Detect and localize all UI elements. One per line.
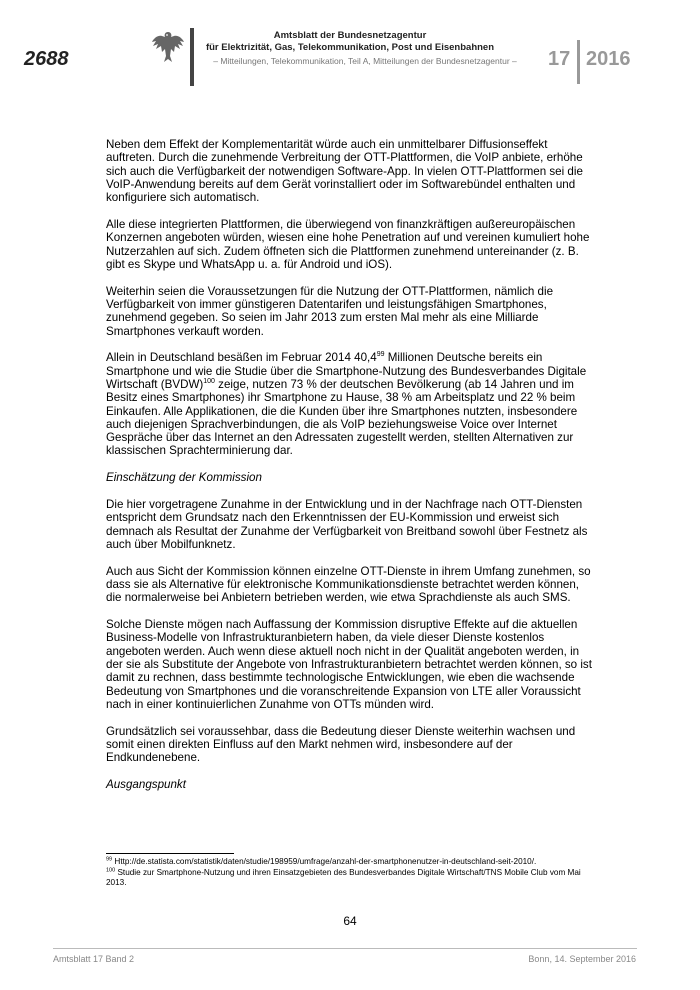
- journal-page-number: 2688: [24, 48, 69, 70]
- section-heading: Einschätzung der Kommission: [106, 471, 262, 485]
- paragraph: Alle diese integrierten Plattformen, die überwiegend von finanzkräftigen außereuropäischen Konzernen angeboten würden, wiesen eine hohe Penetration auf und vereinen kumuliert hohe Nutzerzahlen auf sich. Zudem öffneten sich die Plattformen zunehmend untereinander (z. B. gibt es Skype und WhatsApp u. a. für Android und iOS).: [106, 217, 590, 271]
- footnote-ref-99[interactable]: 99: [376, 351, 385, 359]
- header-divider: [190, 28, 194, 86]
- text-run: zeige, nutzen 73 % der deutschen Bevölkerung (ab 14 Jahren und im Besitz eines Smartphones) ihr Smartphone zu Hause, 38 % am Arbeitsplatz und 22 % beim Einkaufen. Alle Applikationen, die die Kunden über ihre Smartphones nutzten, insbesondere auch diejenigen Sprachverbindungen, die als VoIP beziehungsweise Voice over Internet Gespräche über das Internet an den Adressaten zugestellt werden, stellten Alternativen zur klassischen Sprachterminierung dar.: [106, 377, 578, 458]
- footer-divider: [53, 948, 637, 949]
- paragraph: Die hier vorgetragene Zunahme in der Entwicklung und in der Nachfrage nach OTT-Diensten entspricht dem Grundsatz nach den Erkenntnissen der EU-Kommission und erweist sich demnach als Resultat der Zunahme der Verfügbarkeit von Breitband sowohl über Festnetz als auch über Mobilfunknetz.: [106, 498, 588, 551]
- journal-subtitle: – Mitteilungen, Telekommunikation, Teil A, Mitteilungen der Bundesnetzagentur –: [213, 56, 517, 66]
- federal-eagle-icon: [150, 30, 186, 64]
- text-run: Millionen Deutsche bereits ein Smartphone und wie die Studie über die Smartphone-Nutzung des Bundesverbandes Digitale Wirtschaft (BVDW): [106, 351, 587, 391]
- text-run: Allein in Deutschland besäßen im Februar 2014 40,4: [106, 351, 377, 365]
- footnote-text: Studie zur Smartphone-Nutzung und ihren Einsatzgebieten des Bundesverbandes Digitale Wirtschaft/TNS Mobile Club vom Mai 2013.: [106, 868, 581, 887]
- paragraph: Weiterhin seien die Voraussetzungen für die Nutzung der OTT-Plattformen, nämlich die Verfügbarkeit von immer günstigeren Datentarifen und leistungsfähigen Smartphones, zunehmend gegeben. So seien im Jahr 2013 zum ersten Mal mehr als eine Milliarde Smartphones verkauft worden.: [106, 284, 554, 338]
- page-number: 64: [343, 914, 357, 928]
- footnotes: [106, 857, 593, 889]
- footer-date: Bonn, 14. September 2016: [528, 954, 636, 964]
- issue-year: 2016: [586, 48, 631, 70]
- footnote-separator: [106, 853, 234, 854]
- issue-number: 17: [548, 48, 571, 70]
- journal-title-line2: für Elektrizität, Gas, Telekommunikation, Post und Eisenbahnen: [205, 42, 495, 53]
- footer-volume: Amtsblatt 17 Band 2: [53, 954, 135, 964]
- issue-divider: [577, 40, 580, 84]
- footnote: [106, 857, 593, 867]
- footnote-number: 100: [106, 867, 116, 874]
- footnote: [106, 868, 593, 888]
- footnote-number: 99: [106, 856, 113, 863]
- footnote-text: Http://de.statista.com/statistik/daten/studie/198959/umfrage/anzahl-der-smartphonenutzer-in-deutschland-seit-2010/.: [112, 857, 537, 866]
- paragraph: [106, 351, 593, 457]
- paragraph: Neben dem Effekt der Komplementarität würde auch ein unmittelbarer Diffusionseffekt auftreten. Durch die zunehmende Verbreitung der OTT-Plattformen, die VoIP anbiete, erhöhe sich auch die Verfügbarkeit der notwendigen Software-App. In vielen OTT-Plattformen sei die VoIP-Anwendung bereits auf dem Gerät vorinstalliert oder im Softwarebündel enthalten und konfiguriere sich automatisch.: [106, 138, 583, 205]
- section-heading: Ausgangspunkt: [106, 778, 186, 792]
- document-body: [106, 138, 593, 805]
- paragraph: Auch aus Sicht der Kommission können einzelne OTT-Dienste in ihrem Umfang zunehmen, so dass sie als Alternative für elektronische Kommunikationsdienste betrachtet werden können, die normalerweise bei Anbietern betrieben werden, wie etwa Sprachdienste als auch SMS.: [106, 564, 591, 605]
- journal-title: [200, 30, 500, 54]
- paragraph: Grundsätzlich sei voraussehbar, dass die Bedeutung dieser Dienste weiterhin wachsen und somit einen direkten Einfluss auf den Markt nehmen wird, insbesondere auf der Endkundenebene.: [106, 724, 576, 765]
- journal-title-line1: Amtsblatt der Bundesnetzagentur: [273, 30, 427, 41]
- page-header: [0, 0, 700, 90]
- paragraph: Solche Dienste mögen nach Auffassung der Kommission disruptive Effekte auf die aktuellen Business-Modelle von Infrastrukturanbietern haben, da viele dieser Dienste kostenlos angeboten werden. Auch wenn diese aktuell noch nicht in der Qualität angeboten werden, in der sie als Substitute der Angebote von Infrastrukturanbietern betrachtet werden können, so ist damit zu rechnen, dass bestimmte technologische Entwicklungen, wie eben die wachsende Bedeutung von Smartphones und die voranschreitende Expansion von LTE aller Voraussicht nach in einer kontinuierlichen Zunahme von OTTs münden wird.: [106, 618, 592, 711]
- footnote-ref-100[interactable]: 100: [203, 378, 215, 386]
